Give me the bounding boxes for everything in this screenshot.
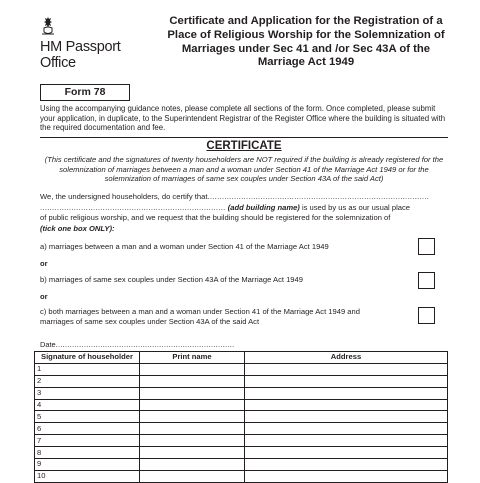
option-c-checkbox[interactable] (418, 307, 435, 324)
print-name-cell[interactable] (140, 399, 245, 411)
option-b-checkbox[interactable] (418, 272, 435, 289)
date-label: Date (40, 340, 56, 349)
signature-cell[interactable]: 6 (35, 423, 140, 435)
table-row (35, 423, 448, 435)
or-separator-1: or (40, 259, 48, 268)
address-cell[interactable] (245, 363, 448, 375)
signature-cell[interactable]: 1 (35, 363, 140, 375)
form-title: Certificate and Application for the Registration of a Place of Religious Worship for the Solemnization of Marriages under Sec 41 and /or Sec 43A of the Marriage Act 1949 (167, 15, 445, 69)
address-cell[interactable] (245, 375, 448, 387)
address-cell[interactable] (245, 399, 448, 411)
householder-signatures-table (34, 351, 448, 483)
print-name-cell[interactable] (140, 435, 245, 447)
section-divider (40, 137, 448, 138)
table-row (35, 411, 448, 423)
table-row (35, 435, 448, 447)
signature-cell[interactable]: 4 (35, 399, 140, 411)
table-row (35, 459, 448, 471)
address-cell[interactable] (245, 447, 448, 459)
table-row (35, 470, 448, 482)
address-cell[interactable] (245, 459, 448, 471)
signature-cell[interactable]: 2 (35, 375, 140, 387)
address-cell[interactable] (245, 435, 448, 447)
org-name-line1: HM Passport (40, 39, 121, 55)
option-a-checkbox[interactable] (418, 238, 435, 255)
signature-cell[interactable]: 10 (35, 470, 140, 482)
col-address: Address (245, 352, 448, 364)
print-name-cell[interactable] (140, 447, 245, 459)
table-row (35, 399, 448, 411)
org-name-line2: Office (40, 55, 76, 71)
print-name-cell[interactable] (140, 375, 245, 387)
option-a-label: a) marriages between a man and a woman under Section 41 of the Marriage Act 1949 (40, 242, 329, 251)
signature-cell[interactable]: 7 (35, 435, 140, 447)
declaration-intro: We, the undersigned householders, do certify that (40, 192, 208, 201)
address-cell[interactable] (245, 387, 448, 399)
print-name-cell[interactable] (140, 387, 245, 399)
certificate-note: (This certificate and the signatures of twenty householders are NOT required if the building is already registered for the solemnization of marriages between a man and a woman under Section 41 of the Marriage Act 1949 or for the solemnization of marriages of same sex couples under Section 43A of the said Act) (44, 155, 444, 184)
option-c-label: c) both marriages between a man and a woman under Section 41 of the Marriage Act 1949 and marriages of same sex couples under Section 43A of the said Act (40, 307, 360, 326)
address-cell[interactable] (245, 470, 448, 482)
option-b-label: b) marriages of same sex couples under Section 43A of the Marriage Act 1949 (40, 275, 303, 284)
building-name-field[interactable]: ............................................................................................ (207, 192, 430, 201)
print-name-cell[interactable] (140, 470, 245, 482)
declaration-request: of public religious worship, and we request that the building should be registered for the solemnization of (40, 213, 391, 222)
signature-cell[interactable]: 5 (35, 411, 140, 423)
print-name-cell[interactable] (140, 423, 245, 435)
or-separator-2: or (40, 292, 48, 301)
table-header-row (35, 352, 448, 364)
print-name-cell[interactable] (140, 459, 245, 471)
col-print-name: Print name (140, 352, 245, 364)
date-line (40, 340, 234, 349)
tick-one-instruction: (tick one box ONLY): (40, 223, 115, 233)
add-building-name-hint: (add building name) (227, 202, 300, 212)
print-name-cell[interactable] (140, 363, 245, 375)
declaration-text (40, 192, 448, 234)
address-cell[interactable] (245, 423, 448, 435)
org-name (40, 39, 130, 71)
royal-coat-of-arms-icon (40, 16, 56, 36)
table-row (35, 363, 448, 375)
table-row (35, 387, 448, 399)
signature-cell[interactable]: 3 (35, 387, 140, 399)
date-field[interactable]: ............................................................................ (55, 340, 235, 349)
signature-cell[interactable]: 9 (35, 459, 140, 471)
declaration-usage: is used by us as our usual place (299, 202, 411, 212)
hm-passport-office-logo (40, 16, 130, 71)
print-name-cell[interactable] (140, 411, 245, 423)
form-number-box: Form 78 (40, 84, 130, 101)
table-row (35, 375, 448, 387)
col-signature: Signature of householder (35, 352, 140, 364)
address-cell[interactable] (245, 411, 448, 423)
building-name-field-cont[interactable]: ............................................................................. (40, 202, 226, 212)
intro-instructions: Using the accompanying guidance notes, please complete all sections of the form. Once completed, please submit your application, in duplicate, to the Superintendent Registrar of the Register Office where the building is situated with the required documentation and fee. (40, 104, 446, 133)
table-row (35, 447, 448, 459)
certificate-heading: CERTIFICATE (206, 140, 282, 152)
signature-cell[interactable]: 8 (35, 447, 140, 459)
